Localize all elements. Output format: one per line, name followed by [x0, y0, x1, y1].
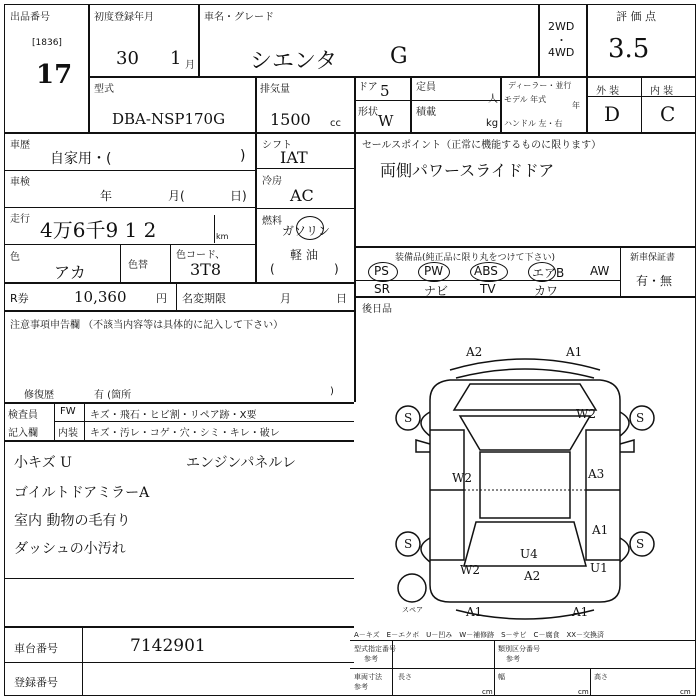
divider — [88, 76, 586, 78]
divider — [198, 4, 200, 76]
damage-mark: A1 — [466, 605, 483, 619]
cm-3: cm — [680, 688, 691, 696]
divider — [4, 132, 696, 134]
damage-mark: U4 — [520, 547, 538, 561]
doors-value: 5 — [380, 82, 390, 100]
repair-label: 修復歴 — [24, 390, 54, 401]
divider — [354, 132, 356, 402]
damage-mark: A1 — [566, 345, 583, 359]
displacement-label: 排気量 — [260, 84, 290, 95]
drive-2wd: 2WD — [548, 20, 575, 33]
side2-label: 類別区分番号 — [498, 645, 540, 653]
divider — [4, 626, 354, 628]
damage-mark: A2 — [466, 345, 483, 359]
reg-label: 登録番号 — [14, 676, 58, 689]
divider — [4, 207, 255, 208]
equip-pw: PW — [424, 264, 444, 278]
inspector-label-1: 検査員 — [8, 410, 38, 421]
exterior-label: 外 装 — [596, 86, 620, 97]
inspection-year: 年 — [100, 189, 113, 203]
fuel-label: 燃料 — [262, 216, 282, 227]
shift-value: IAT — [280, 148, 308, 167]
fuel-value: ガソリン — [282, 224, 331, 238]
divider — [641, 76, 642, 132]
divider — [494, 668, 495, 696]
displacement-unit: cc — [330, 118, 341, 129]
divider — [494, 640, 495, 668]
divider — [54, 421, 354, 422]
first-reg-label: 初度登録年月 — [94, 12, 154, 23]
dealer-label: ディーラー・並行 — [508, 81, 572, 90]
damage-mark: A1 — [572, 605, 589, 619]
lot-label: 出品番号 — [10, 12, 50, 23]
divider — [354, 100, 500, 101]
car-name: シエンタ — [250, 49, 338, 74]
damage-mark: S — [404, 537, 413, 551]
lot-code: [1836] — [32, 38, 62, 48]
divider — [350, 668, 696, 669]
damage-mark: U1 — [590, 561, 608, 575]
model-value: DBA-NSP170G — [112, 110, 226, 128]
handwritten-note: エンジンパネルレ — [186, 455, 296, 471]
shape-value: W — [378, 112, 394, 130]
car-damage-diagram — [360, 340, 694, 630]
drive-dot: ・ — [556, 34, 567, 47]
airbag-selected-circle — [528, 262, 556, 282]
handwritten-note: ダッシュの小汚れ — [14, 541, 126, 557]
model-year-label: モデル 年式 — [504, 95, 547, 104]
divider — [586, 4, 588, 132]
damage-mark: S — [636, 411, 645, 425]
damage-mark: A2 — [524, 569, 541, 583]
shift-label: シフト — [262, 140, 292, 151]
year-unit: 年 — [572, 101, 580, 110]
grade: G — [390, 44, 408, 69]
mileage-label: 走行 — [10, 214, 30, 225]
mileage-unit: km — [216, 232, 229, 241]
int-text: キズ・汚レ・コゲ・穴・シミ・キレ・破レ — [90, 428, 280, 439]
divider — [4, 402, 354, 404]
divider — [255, 208, 354, 209]
damage-mark: S — [636, 537, 645, 551]
interior-grade: C — [660, 102, 676, 126]
model-label: 型式 — [94, 84, 114, 95]
abs-selected-circle — [470, 262, 508, 282]
height-label: 高さ — [594, 673, 608, 681]
ps-selected-circle — [368, 262, 398, 282]
displacement-value: 1500 — [270, 110, 311, 129]
color-code-value: 3T8 — [190, 260, 222, 279]
capacity-label: 定員 — [416, 82, 436, 93]
load-unit: kg — [486, 118, 499, 129]
name-change-day: 日 — [336, 292, 347, 305]
delivery-label: 後日品 — [362, 304, 392, 315]
divider — [255, 132, 257, 282]
divider — [120, 244, 121, 282]
inspector-label-2: 記入欄 — [8, 428, 38, 439]
inspection-day: 日) — [230, 189, 247, 203]
damage-mark: S — [404, 411, 413, 425]
first-reg-month: 1 — [170, 48, 182, 69]
mileage-value: 4万6千9 1 2 — [40, 218, 157, 242]
divider — [410, 76, 412, 132]
doors-label: ドア — [358, 82, 378, 93]
tax-value: 有・無 — [636, 274, 673, 288]
drive-4wd: 4WD — [548, 46, 575, 59]
equip-tv: TV — [480, 282, 496, 296]
divider — [354, 296, 696, 298]
history-close: ) — [240, 148, 246, 164]
rating-label: 評 価 点 — [616, 10, 656, 23]
recycle-label: R券 — [10, 292, 29, 305]
month-suffix: 月 — [185, 60, 195, 71]
divider — [255, 76, 257, 132]
shape-label: 形状 — [358, 107, 378, 118]
damage-legend: A－キズ E－エクボ U－凹み W－補修跡 S－サビ C－腐食 XX－交換済 — [354, 631, 605, 639]
divider — [590, 668, 591, 696]
divider — [538, 4, 540, 76]
cm-2: cm — [578, 688, 589, 696]
damage-mark: A1 — [592, 523, 609, 537]
name-change-month: 月 — [280, 292, 291, 305]
damage-mark: W2 — [576, 407, 596, 421]
divider — [354, 76, 356, 132]
side2-sub: 参考 — [506, 655, 520, 663]
divider — [170, 244, 171, 282]
color-label: 色 — [10, 252, 20, 263]
capacity-unit: 人 — [488, 94, 498, 105]
lot-number: 17 — [36, 60, 73, 90]
equip-airbag: エアB — [532, 266, 565, 280]
repair-value: 有 (箇所 — [94, 390, 132, 401]
handwritten-note: 室内 動物の毛有り — [14, 513, 131, 529]
divider — [176, 282, 177, 310]
divider — [88, 4, 90, 132]
tax-label: 新車保証書 — [630, 253, 676, 263]
divider — [4, 310, 354, 312]
load-label: 積載 — [416, 107, 436, 118]
damage-mark: W2 — [452, 471, 472, 485]
divider — [4, 244, 255, 245]
recycle-unit: 円 — [156, 292, 167, 305]
fuel-paren: ) — [334, 262, 339, 276]
side1-sub: 参考 — [364, 655, 378, 663]
sales-point-label: セールスポイント（正常に機能するものに限ります） — [362, 140, 602, 151]
pw-selected-circle — [418, 262, 450, 282]
equip-ps: PS — [374, 264, 389, 278]
equip-sr: SR — [374, 282, 390, 296]
length-label: 長さ — [398, 673, 412, 681]
fuel-paren: ( — [270, 262, 275, 276]
repair-close: ) — [330, 386, 334, 397]
divider — [350, 640, 696, 641]
color-code-label: 色コード、 — [176, 250, 226, 261]
notes-label: 注意事項申告欄 （不該当内容等は具体的に記入して下さい） — [10, 320, 284, 331]
equip-abs: ABS — [474, 264, 498, 278]
divider — [4, 170, 255, 171]
equip-leather: カワ — [534, 284, 559, 298]
rating-value: 3.5 — [608, 34, 650, 64]
divider — [82, 626, 83, 696]
chassis-label: 車台番号 — [14, 642, 58, 655]
divider — [214, 215, 215, 243]
divider — [4, 440, 354, 442]
history-label: 車歴 — [10, 140, 30, 151]
damage-mark: A3 — [588, 467, 605, 481]
handwritten-note: ゴイルトドアミラーA — [14, 485, 150, 501]
fw-text: キズ・飛石・ヒビ割・リペア跡・X要 — [90, 410, 257, 421]
dim-ref-label: 車両寸法 参考 — [354, 673, 382, 691]
int-label: 内装 — [58, 428, 78, 439]
sales-point-value: 両側パワースライドドア — [380, 161, 555, 180]
side1-label: 型式指定番号 — [354, 645, 396, 653]
name-change-label: 名変期限 — [182, 292, 226, 305]
chassis-value: 7142901 — [130, 636, 206, 656]
inspection-month: 月( — [168, 189, 185, 203]
divider — [500, 76, 502, 132]
equip-aw: AW — [590, 264, 610, 278]
divider — [620, 246, 621, 296]
exterior-grade: D — [604, 102, 621, 126]
equip-navi: ナビ — [424, 284, 449, 298]
equipment-label: 装備品(純正品に限り丸をつけて下さい) — [395, 253, 556, 263]
divider — [255, 168, 354, 169]
divider — [4, 578, 354, 579]
fuel-selected-circle — [296, 216, 324, 240]
width-label: 幅 — [498, 673, 505, 681]
ac-label: 冷房 — [262, 176, 282, 187]
damage-mark: W2 — [460, 563, 480, 577]
history-value: 自家用・( — [50, 151, 112, 167]
color-change-label: 色替 — [128, 260, 148, 271]
damage-mark: スペア — [402, 606, 423, 614]
divider — [354, 246, 696, 248]
handle-label: ハンドル 左・右 — [504, 119, 563, 128]
recycle-value: 10,360 — [74, 288, 127, 306]
interior-label: 内 装 — [650, 86, 674, 97]
handwritten-note: 小キズ U — [14, 455, 72, 471]
color-value: アカ — [54, 263, 86, 282]
divider — [4, 662, 354, 663]
fuel-alt: 軽 油 — [290, 248, 318, 262]
fw-label: FW — [60, 406, 76, 417]
inspection-label: 車検 — [10, 177, 30, 188]
ac-value: AC — [290, 186, 314, 205]
car-name-label: 車名・グレード — [204, 12, 274, 23]
cm-1: cm — [482, 688, 493, 696]
first-reg-year: 30 — [116, 48, 139, 69]
